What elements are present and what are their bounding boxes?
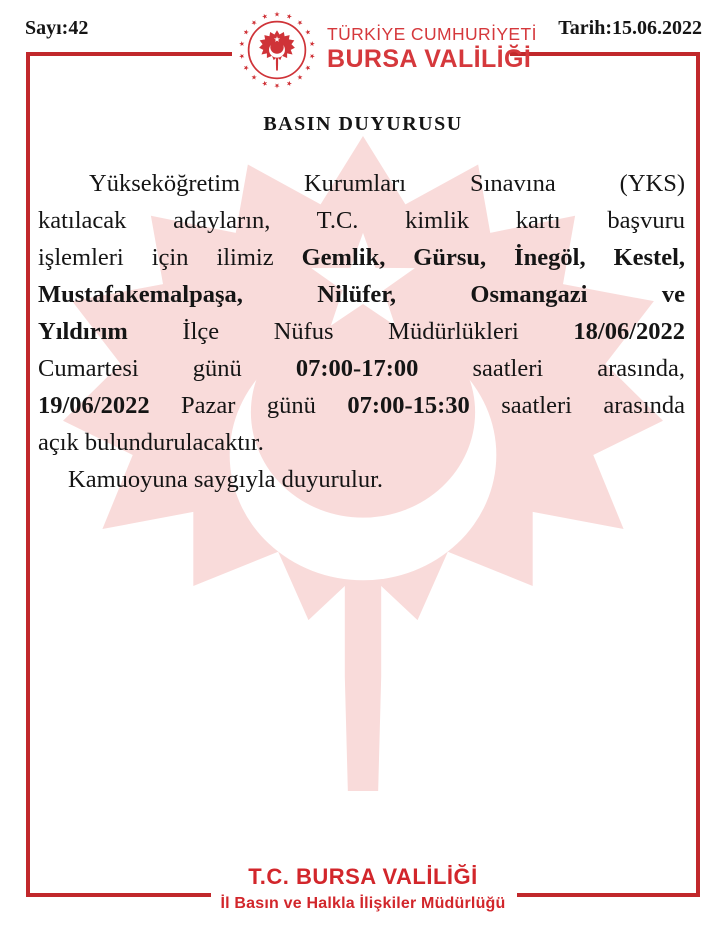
body-line — [38, 387, 685, 424]
letterhead-republic: TÜRKİYE CUMHURİYETİ — [327, 24, 537, 44]
footer-department: İl Basın ve Halkla İlişkiler Müdürlüğü — [220, 895, 506, 912]
body-text-segment: saatleri arasında — [501, 392, 685, 419]
doc-date-label: Tarih:15.06.2022 — [558, 17, 702, 39]
body-text-segment: saatleri arasında, — [472, 355, 685, 382]
footer-org-name: T.C. BURSA VALİLİĞİ — [248, 864, 478, 889]
body-line — [38, 424, 685, 461]
letterhead-governorship: BURSA VALİLİĞİ — [327, 44, 532, 73]
body-text-segment: İlçe Nüfus Müdürlükleri — [182, 318, 519, 345]
announcement-body — [38, 165, 685, 498]
body-line — [38, 350, 685, 387]
body-text-segment: katılacak adayların, T.C. kimlik kartı başvuru — [38, 207, 685, 234]
body-text-segment: Kamuoyuna saygıyla duyurulur. — [68, 466, 384, 493]
government-emblem-icon — [234, 7, 320, 93]
body-text-segment: 07:00-17:00 — [295, 355, 419, 382]
body-text-segment: Cumartesi günü — [38, 355, 242, 382]
body-text-segment: 18/06/2022 — [573, 318, 686, 345]
body-line — [38, 461, 685, 498]
letterhead — [327, 26, 537, 72]
body-text-segment: Gemlik, Gürsu, İnegöl, Kestel, — [301, 244, 686, 271]
body-text-segment: Pazar günü — [181, 392, 316, 419]
body-text-segment: 19/06/2022 — [38, 392, 150, 419]
body-text-segment: Yıldırım — [38, 318, 128, 345]
doc-number-label: Sayı:42 — [25, 17, 89, 39]
body-line — [38, 313, 685, 350]
body-line — [38, 202, 685, 239]
body-line — [38, 239, 685, 276]
body-text-segment: Mustafakemalpaşa, Nilüfer, Osmangazi ve — [38, 281, 685, 308]
body-line — [38, 276, 685, 313]
body-text-segment: işlemleri için ilimiz — [38, 244, 274, 271]
press-release-title: BASIN DUYURUSU — [263, 113, 463, 135]
body-line — [38, 165, 685, 202]
body-text-segment: açık bulundurulacaktır. — [38, 429, 264, 456]
body-text-segment: Yükseköğretim Kurumları Sınavına (YKS) — [89, 170, 685, 197]
body-text-segment: 07:00-15:30 — [347, 392, 470, 419]
